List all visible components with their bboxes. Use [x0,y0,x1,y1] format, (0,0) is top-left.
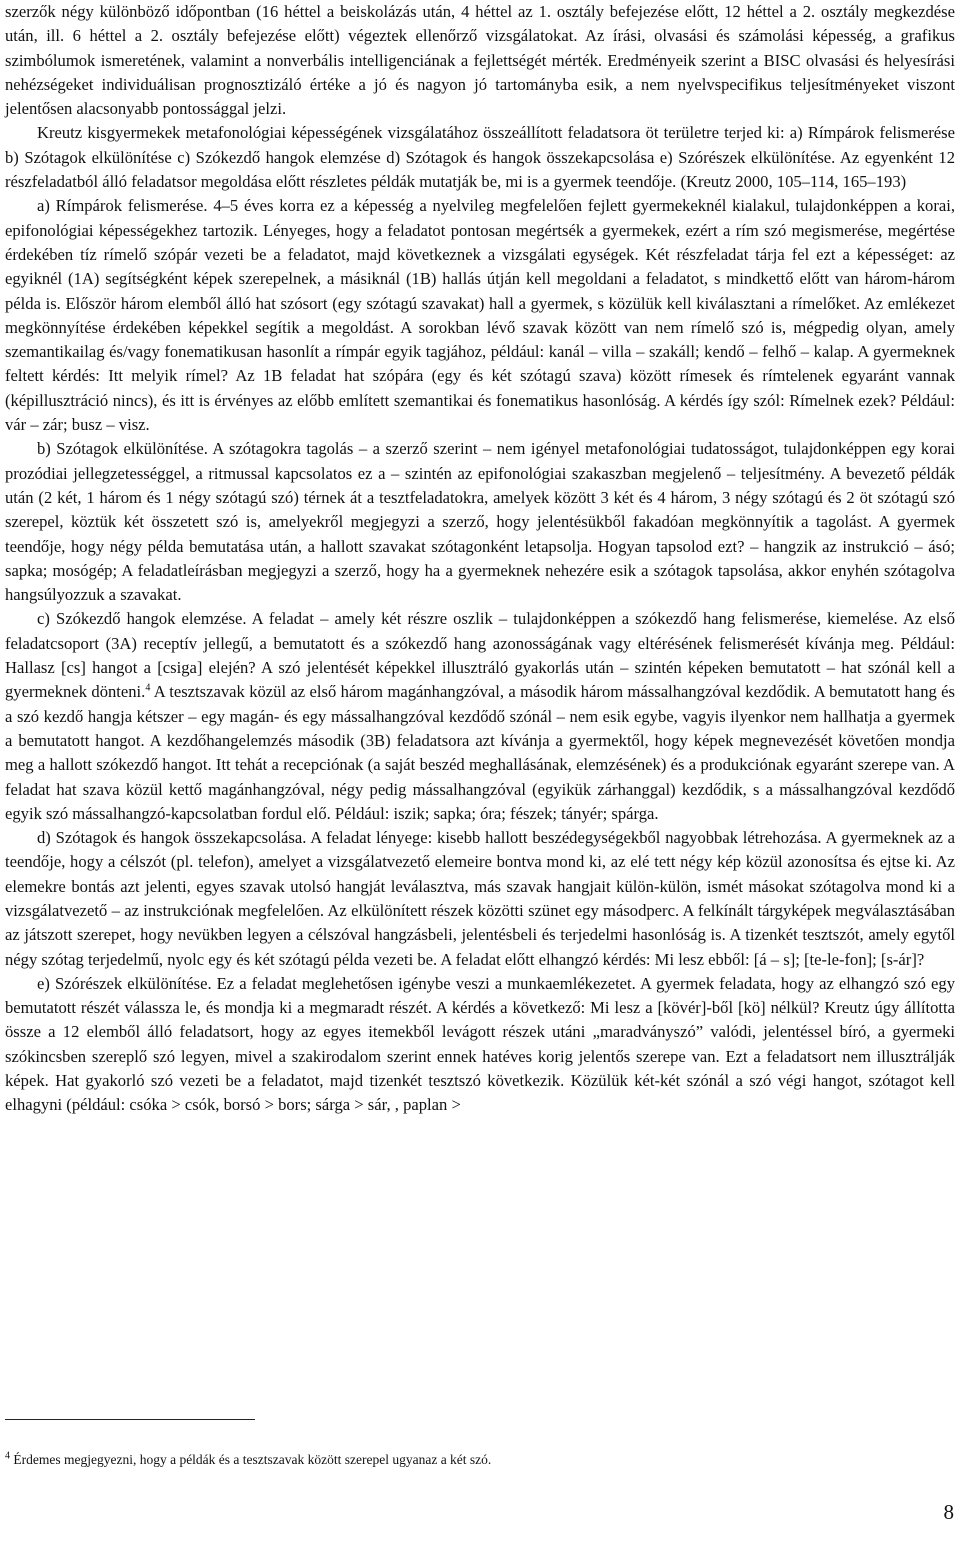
footnote-divider [5,1419,255,1420]
page-body [5,0,955,1118]
footnote-number: 4 [5,1450,10,1462]
paragraph-5-cont: A tesztszavak közül az első három magánhangzóval, a második három mássalhangzóval kezdődik. A bemutatott hang és a szó kezdő hangja kétszer – egy magán- és egy mássalhangzóval kezdődő szónál – nem esik egybe, vagyis ilyenkor nem hallhatja a gyermek a bemutatott hangot. A kezdőhangelemzés második (3B) feladatsora azt kívánja a gyermektől, hogy képek megnevezését követően mondja meg a hallott szókezdő hangot. Itt tehát a recepciónak (a saját beszéd meghallásának, elemzésének) és a produkciónak egyaránt szerepe van. A feladat hat szava közül kettő magánhangzóval, négy pedig mássalhangzóval (egyikük zárhanggal) kezdődik, s a mássalhangzóval kezdődő egyik szó mássalhangzó-kapcsolatban fordul elő. Például: iszik; sapka; óra; fészek; tányér; spárga. [5,682,955,823]
main-text [5,0,955,1118]
paragraph-2: Kreutz kisgyermekek metafonológiai képességének vizsgálatához összeállított feladatsora öt területre terjed ki: a) Rímpárok felismerése b) Szótagok elkülönítése c) Szókezdő hangok elemzése d) Szótagok és hangok összekapcsolása e) Szórészek elkülönítése. Az egyenként 12 részfeladatból álló feladatsor megoldása előtt részletes példák mutatják be, mi is a gyermek teendője. (Kreutz 2000, 105–114, 165–193) [5,123,955,192]
paragraph-5 [5,607,955,826]
paragraph-6: d) Szótagok és hangok összekapcsolása. A feladat lényege: kisebb hallott beszédegységekből nagyobbak létrehozása. A gyermeknek az a teendője, hogy a célszót (pl. telefon), amelyet a vizsgálatvezető elemeire bontva mond ki, az elé tett négy kép közül azonosítsa és ejtse ki. Az elemekre bontás azt jelenti, egyes szavak utolsó hangját leválasztva, más szavak hangjait külön-külön, ismét másokat szótagolva mond ki a vizsgálatvezető – az instrukciónak megfelelően. Az elkülönített részek közötti szünet egy másodperc. A felkínált tárgyképek megválasztásában az játszott szerepet, hogy nevükben legyen a célszóval hangzásbeli, jelentésbeli és terjedelmi hasonlóság is. A tizenkét tesztszót, amely egytől négy szótag terjedelmű, nyolc egy és két szótagú példa vezeti be. A feladat előtt elhangzó kérdés: Mi lesz ebből: [á – s]; [te-le-fon]; [s-ár]? [5,828,955,969]
paragraph-1: szerzők négy különböző időpontban (16 héttel a beiskolázás után, 4 héttel az 1. osztály befejezése előtt, 12 héttel a 2. osztály megkezdése után, ill. 6 héttel a 2. osztály befejezése előtt) végeztek ellenőrző vizsgálatokat. Az írási, olvasási és számolási képesség, a grafikus szimbólumok ismeretének, valamint a nonverbális intelligenciának a fejlettségét mérték. Eredményeik szerint a BISC olvasási és helyesírási nehézségeket individuálisan prognosztizáló értéke a jó és nagyon jó tartományba esik, a nem nyelvspecifikus teljesítményeket viszont jelentősen alacsonyabb pontossággal jelzi. [5,2,955,119]
paragraph-4: b) Szótagok elkülönítése. A szótagokra tagolás – a szerző szerint – nem igényel metafonológiai tudatosságot, tulajdonképpen egy korai prozódiai jellegzetességgel, a ritmussal kapcsolatos ez a – szintén az epifonológiai szakaszban megjelenő – teljesítmény. A bevezető példák után (2 két, 1 három és 1 négy szótagú szó) térnek át a tesztfeladatokra, amelyek között 3 két és 4 három, 3 négy szótagú és 2 öt szótagú szó szerepel, köztük két összetett szó is, amelyekről megjegyzi a szerző, hogy jelentésükből fakadóan megkönnyítik a tagolást. A gyermek teendője, hogy négy példa bemutatása után, a hallott szavakat szótagonként letapsolja. Hogyan tapsolod ezt? – hangzik az instrukció – ásó; sapka; mosógép; A feladatleírásban megjegyzi a szerző, hogy ha a gyermeknek nehezére esik a szótagok tapsolása, akkor enyhén szótagolva hangsúlyozzuk a szavakat. [5,439,955,605]
paragraph-3: a) Rímpárok felismerése. 4–5 éves korra ez a képesség a nyelvileg megfelelően fejlett gyermekeknél kialakul, tulajdonképpen a korai, epifonológiai képességekhez tartozik. Lényeges, hogy a feladatot pontosan megértsék a gyermekek, ezért a rím szó megismerése, megértése érdekében tíz rímelő szópár vezeti be a feladatot, majd következnek a vizsgálati egységek. Két részfeladat tárja fel ezt a képességet: az egyiknél (1A) segítségként képek szerepelnek, a másiknál (1B) hallás útján kell megoldani a feladatot, s mindkettő előtt van három-három példa is. Először három elemből álló hat szósort (egy szótagú szavakat) hall a gyermek, s közülük kell kiválasztani a rímelőket. Az emlékezet megkönnyítése érdekében képekkel segítik a megoldást. A sorokban lévő szavak között van nem rímelő szó is, mégpedig olyan, amely szemantikailag és/vagy fonematikusan hasonlít a rímpár egyik tagjához, például: kanál – villa – szakáll; kendő – felhő – kalap. A gyermeknek feltett kérdés: Itt melyik rímel? Az 1B feladat hat szópára (egy és két szótagú szava) között rímesek és rímtelenek egyaránt vannak (képillusztráció nincs), és itt is érvényes az előbb említett szemantikai és fonematikus hasonlóság. A kérdés így szól: Rímelnek ezek? Például: vár – zár; busz – visz. [5,196,955,435]
footnote-ref[interactable]: 4 [145,682,151,694]
paragraph-7: e) Szórészek elkülönítése. Ez a feladat meglehetősen igénybe veszi a munkaemlékezetet. A gyermek feladata, hogy az elhangzó szó egy bemutatott részét válassza le, és mondja ki a megmaradt részét. A kérdés a következő: Mi lesz a [kövér]-ből [kö] nélkül? Kreutz úgy állította össze a 12 elemből álló feladatsort, hogy az egyes itemekből levágott részek utáni „maradványszó” valódi, jelentéssel bíró, a gyermeki szókincsben szereplő szó legyen, mivel a szakirodalom szerint ennek hatéves korig jelentős szerepe van. Ezt a feladatsort nem illusztrálják képek. Hat gyakorló szó vezeti be a feladatot, majd tizenkét tesztszó következik. Közülük két-két szónál a szó végi hangot, szótagot kell elhagyni (például: csóka > csók, borsó > bors; sárga > sár, , paplan > [5,973,955,1115]
footnote [5,1451,955,1469]
paragraph-5-text: c) Szókezdő hangok elemzése. A feladat – amely két részre oszlik – tulajdonképpen a szókezdő hang felismerése, kiemelése. Az első feladatcsoport (3A) receptív jellegű, a bemutatott és a szókezdő hang azonosságának vagy eltérésének felismerését kívánja meg. Például: Hallasz [cs] hangot a [csiga] elején? A szó jelentését képekkel illusztráló gyakorlás után – szintén képeken bemutatott – hat szónál kell a gyermeknek dönteni. [5,609,955,702]
page-number: 8 [943,1500,954,1524]
footnote-text: Érdemes megjegyezni, hogy a példák és a tesztszavak között szerepel ugyanaz a két szó. [10,1452,492,1467]
